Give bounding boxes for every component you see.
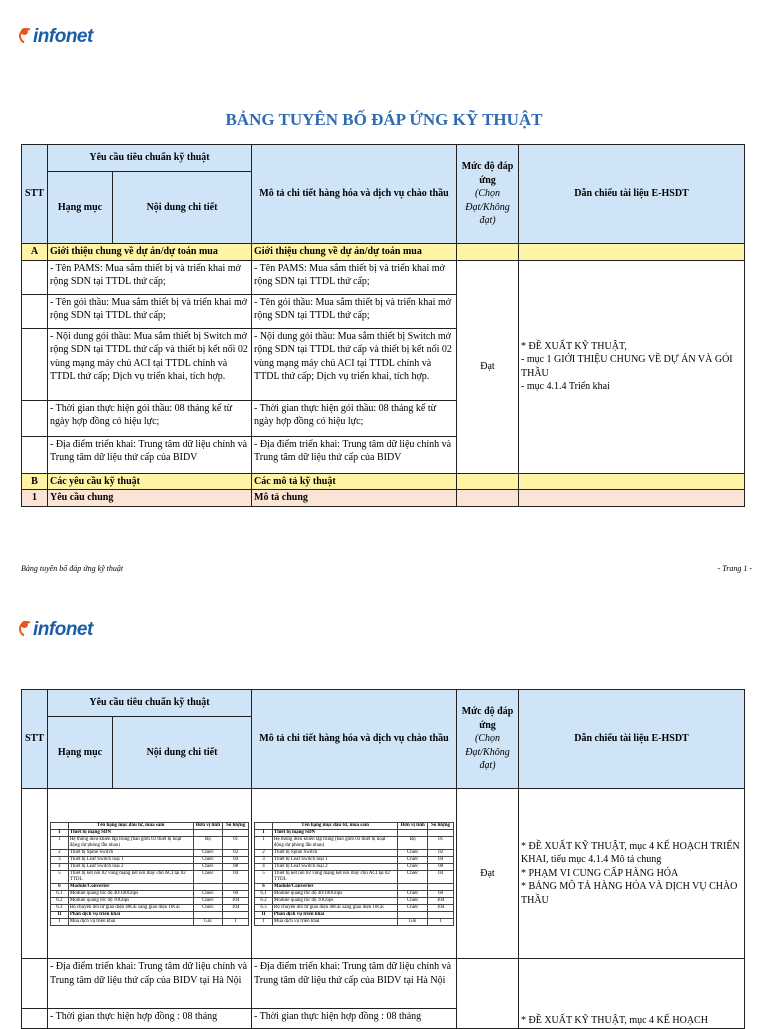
header-description: Mô tả chi tiết hàng hóa và dịch vụ chào thầu (252, 145, 457, 244)
mini-cell-no: I (51, 829, 69, 836)
mini-cell-qty: 04 (223, 870, 249, 883)
mini-cell-qty: 04 (428, 870, 454, 883)
mini-cell-qty: 60 (223, 890, 249, 897)
mini-cell-name: Thiết bị kết nối 02 vùng mạng kết nối máy chủ ACI tại 02 TTDL (272, 870, 397, 883)
mini-table-row (51, 856, 249, 863)
reference-line: * ĐỀ XUẤT KỸ THUẬT, mục 4 KẾ HOẠCH TRIỂN KHAI, tiểu mục 4.1.4 Mô tả chung (521, 840, 740, 866)
mini-cell-name: Hệ thống điều khiển tập trung (bao gồm 03 thiết bị hoạt động dự phòng lẫn nhau) (272, 836, 397, 849)
mini-table-row (255, 904, 454, 911)
mini-cell-unit: Chiếc (193, 856, 223, 863)
mini-table-row (51, 911, 249, 918)
row-description: - Địa điểm triển khai: Trung tâm dữ liệu chính và Trung tâm dữ liệu thứ cấp của BIDV tại Hà Nội (252, 959, 457, 1009)
mini-cell-unit (193, 911, 223, 918)
row-requirement: - Địa điểm triển khai: Trung tâm dữ liệu chính và Trung tâm dữ liệu thứ cấp của BIDV tại Hà Nội (48, 959, 252, 1009)
mini-cell-name: Mua dịch vụ triển khai (68, 918, 193, 925)
mini-table-body (255, 829, 454, 925)
mini-cell-qty: 04 (223, 856, 249, 863)
section-a-description: Giới thiệu chung về dự án/dự toán mua (252, 244, 457, 261)
compliance-table-page2 (21, 689, 745, 1029)
general-row (22, 490, 745, 507)
logo-text: infonet (33, 26, 93, 47)
mini-cell-unit: Bộ (193, 836, 223, 849)
mini-cell-unit: Chiếc (398, 890, 428, 897)
mini-table-row (51, 849, 249, 856)
mini-cell-unit: Chiếc (398, 897, 428, 904)
row-description: - Tên gói thầu: Mua sắm thiết bị và triển khai mở rộng SDN tại TTDL thứ cấp; (252, 294, 457, 328)
mini-cell-no: II (51, 911, 69, 918)
mini-cell-qty: 08 (428, 863, 454, 870)
infonet-logo (19, 27, 93, 46)
mini-cell-unit (193, 883, 223, 890)
mini-cell-qty: 08 (223, 863, 249, 870)
table-row (22, 789, 745, 959)
mini-cell-no: 5 (51, 870, 69, 883)
row-description: - Tên PAMS: Mua sắm thiết bị và triển khai mở rộng SDN tại TTDL thứ cấp; (252, 260, 457, 294)
mini-cell-qty: 104 (428, 904, 454, 911)
section-a-requirement: Giới thiệu chung về dự án/dự toán mua (48, 244, 252, 261)
mini-cell-qty: 1 (223, 918, 249, 925)
mini-header-unit: Đơn vị tính (193, 822, 223, 829)
mini-table-row (51, 904, 249, 911)
reference-cell (519, 260, 745, 473)
mini-cell-no: 1 (255, 836, 273, 849)
mini-table-row (255, 836, 454, 849)
table-row (22, 260, 745, 294)
header-category: Hạng mục (48, 717, 113, 789)
mini-table-row (51, 897, 249, 904)
row-requirement: - Tên gói thầu: Mua sắm thiết bị và triển khai mở rộng SDN tại TTDL thứ cấp; (48, 294, 252, 328)
mini-cell-name: Thiết bị Spine Switch (68, 849, 193, 856)
mini-cell-name: Hệ thống điều khiển tập trung (bao gồm 03 thiết bị hoạt động dự phòng lẫn nhau) (68, 836, 193, 849)
page-number: - Trang 1 - (717, 564, 752, 573)
mini-cell-unit: Gói (398, 918, 428, 925)
mini-table-row (255, 863, 454, 870)
investment-items-table (50, 822, 249, 926)
mini-header-unit: Đơn vị tính (398, 822, 428, 829)
mini-cell-qty: 104 (223, 904, 249, 911)
mini-cell-qty (428, 911, 454, 918)
mini-table-row (255, 849, 454, 856)
mini-cell-name: Bộ chuyển đổi từ giao diện 40GE sang giao diện 10GE (272, 904, 397, 911)
header-requirement: Yêu cầu tiêu chuẩn kỹ thuật (48, 690, 252, 717)
mini-header-qty: Số lượng (223, 822, 249, 829)
row-description: - Nội dung gói thầu: Mua sắm thiết bị Switch mở rộng SDN tại TTDL thứ cấp và thiết bị kết nối 02 vùng mạng máy chủ ACI tại TTDL chính và TTDL thứ cấp; Dịch vụ triển khai, tích hợp. (252, 328, 457, 400)
mini-cell-unit: Chiếc (193, 863, 223, 870)
general-requirement: Yêu cầu chung (48, 490, 252, 507)
mini-cell-name: Thiết bị Leaf Switch loại 1 (272, 856, 397, 863)
mini-table-row (255, 918, 454, 925)
mini-table-row (255, 856, 454, 863)
mini-table-row (51, 890, 249, 897)
mini-cell-unit (193, 829, 223, 836)
mini-cell-no: 1 (255, 918, 273, 925)
mini-table-cell-right (252, 789, 457, 959)
mini-table-body (51, 829, 249, 925)
investment-items-table (254, 822, 454, 926)
section-b-stt: B (22, 473, 48, 490)
mini-cell-unit (398, 883, 428, 890)
row-requirement: - Nội dung gói thầu: Mua sắm thiết bị Switch mở rộng SDN tại TTDL thứ cấp và thiết bị kết nối 02 vùng mạng máy chủ ACI tại TTDL chính và TTDL thứ cấp; Dịch vụ triển khai, tích hợp. (48, 328, 252, 400)
mini-cell-unit: Chiếc (193, 849, 223, 856)
mini-table-row (255, 883, 454, 890)
section-b-description: Các mô tả kỹ thuật (252, 473, 457, 490)
reference-cell (519, 789, 745, 959)
mini-cell-name: Thiết bị mạng SDN (68, 829, 193, 836)
reference-line: * ĐỀ XUẤT KỸ THUẬT, (521, 340, 627, 352)
mini-cell-qty: 01 (428, 836, 454, 849)
mini-table-row (255, 897, 454, 904)
mini-cell-no: 6 (51, 883, 69, 890)
header-level (457, 145, 519, 244)
mini-table-cell-left (48, 789, 252, 959)
mini-cell-qty (223, 883, 249, 890)
mini-cell-no: 2 (255, 849, 273, 856)
mini-cell-qty (428, 883, 454, 890)
reference-cell: * ĐỀ XUẤT KỸ THUẬT, mục 4 KẾ HOẠCH (519, 959, 745, 1029)
mini-cell-unit: Chiếc (193, 890, 223, 897)
mini-cell-name: Thiết bị Leaf Switch loại 1 (68, 856, 193, 863)
mini-cell-qty: 01 (223, 836, 249, 849)
header-reference: Dẫn chiếu tài liệu E-HSDT (519, 690, 745, 789)
mini-cell-name: Phần dịch vụ triển khai (68, 911, 193, 918)
mini-cell-unit (398, 829, 428, 836)
level-value: Đạt (457, 260, 519, 473)
header-category: Hạng mục (48, 172, 113, 244)
mini-header-name: Tên hạng mục đầu tư, mua sắm (272, 822, 397, 829)
mini-table-row (255, 870, 454, 883)
mini-cell-name: Module quang tốc độ 10Gbps (68, 897, 193, 904)
compliance-table-page1 (21, 144, 745, 507)
header-detail: Nội dung chi tiết (113, 717, 252, 789)
mini-cell-unit: Chiếc (398, 856, 428, 863)
mini-table-row (51, 870, 249, 883)
row-requirement: - Thời gian thực hiện hợp đồng : 08 tháng (48, 1009, 252, 1029)
mini-cell-no: 6.3 (51, 904, 69, 911)
reference-line: * PHẠM VI CUNG CẤP HÀNG HÓA (521, 867, 679, 879)
mini-cell-no: 4 (255, 863, 273, 870)
mini-cell-no: 6 (255, 883, 273, 890)
mini-cell-no: 6.1 (51, 890, 69, 897)
mini-cell-name: Thiết bị kết nối 02 vùng mạng kết nối máy chủ ACI tại 02 TTDL (68, 870, 193, 883)
mini-cell-unit: Chiếc (193, 904, 223, 911)
mini-cell-no: 3 (51, 856, 69, 863)
reference-line: - mục 1 GIỚI THIỆU CHUNG VỀ DỰ ÁN VÀ GÓI THẦU (521, 354, 733, 379)
row-description: - Thời gian thực hiện hợp đồng : 08 tháng (252, 1009, 457, 1029)
mini-table-row (255, 911, 454, 918)
mini-cell-no: 5 (255, 870, 273, 883)
mini-table-row (255, 829, 454, 836)
section-a-row (22, 244, 745, 261)
mini-cell-unit: Chiếc (398, 863, 428, 870)
mini-cell-name: Mua dịch vụ triển khai (272, 918, 397, 925)
mini-cell-name: Module quang tốc độ 40/100Gbps (272, 890, 397, 897)
header-stt: STT (22, 690, 48, 789)
mini-cell-no: I (255, 829, 273, 836)
mini-table-row (51, 836, 249, 849)
level-value: Đạt (457, 789, 519, 959)
mini-cell-unit: Bộ (398, 836, 428, 849)
header-level (457, 690, 519, 789)
mini-cell-unit: Gói (193, 918, 223, 925)
mini-cell-name: Thiết bị Spine Switch (272, 849, 397, 856)
mini-cell-name: Module/Converter (272, 883, 397, 890)
mini-cell-name: Bộ chuyển đổi từ giao diện 40GE sang giao diện 10GE (68, 904, 193, 911)
row-description: - Địa điểm triển khai: Trung tâm dữ liệu chính và Trung tâm dữ liệu thứ cấp của BIDV (252, 436, 457, 473)
mini-cell-no: 4 (51, 863, 69, 870)
mini-table-row (51, 883, 249, 890)
header-stt: STT (22, 145, 48, 244)
header-level-label: Mức độ đáp ứng (461, 706, 514, 731)
mini-cell-qty: 02 (223, 849, 249, 856)
section-a-stt: A (22, 244, 48, 261)
mini-cell-no: 6.1 (255, 890, 273, 897)
section-b-row (22, 473, 745, 490)
mini-cell-qty: 60 (428, 890, 454, 897)
mini-cell-unit: Chiếc (193, 870, 223, 883)
mini-cell-no: 1 (51, 836, 69, 849)
mini-table-row (51, 829, 249, 836)
mini-cell-unit: Chiếc (398, 870, 428, 883)
table-row (22, 959, 745, 1009)
mini-cell-unit (398, 911, 428, 918)
mini-cell-name: Module quang tốc độ 10Gbps (272, 897, 397, 904)
reference-line: - mục 4.1.4 Triển khai (521, 381, 610, 392)
row-requirement: - Địa điểm triển khai: Trung tâm dữ liệu chính và Trung tâm dữ liệu thứ cấp của BIDV (48, 436, 252, 473)
mini-cell-qty: 104 (428, 897, 454, 904)
header-description: Mô tả chi tiết hàng hóa và dịch vụ chào thầu (252, 690, 457, 789)
mini-cell-name: Module quang tốc độ 40/100Gbps (68, 890, 193, 897)
general-stt: 1 (22, 490, 48, 507)
mini-cell-unit: Chiếc (398, 849, 428, 856)
mini-cell-qty (428, 829, 454, 836)
mini-cell-no: 6.2 (255, 897, 273, 904)
header-detail: Nội dung chi tiết (113, 172, 252, 244)
header-reference: Dẫn chiếu tài liệu E-HSDT (519, 145, 745, 244)
mini-cell-name: Thiết bị Leaf Switch loại 2 (272, 863, 397, 870)
mini-cell-no: 3 (255, 856, 273, 863)
header-level-note: (Chọn Đạt/Không đạt) (465, 188, 510, 227)
header-requirement: Yêu cầu tiêu chuẩn kỹ thuật (48, 145, 252, 172)
mini-table-row (255, 890, 454, 897)
logo-mark-icon (19, 621, 33, 639)
mini-cell-qty: 1 (428, 918, 454, 925)
mini-header-qty: Số lượng (428, 822, 454, 829)
mini-cell-qty (223, 829, 249, 836)
mini-cell-name: Module/Converter (68, 883, 193, 890)
mini-cell-no: 1 (51, 918, 69, 925)
reference-line: * BẢNG MÔ TẢ HÀNG HÓA VÀ DỊCH VỤ CHÀO THẦU (521, 881, 738, 906)
mini-table-row (51, 863, 249, 870)
mini-cell-qty: 04 (428, 856, 454, 863)
page-title: BẢNG TUYÊN BỐ ĐÁP ỨNG KỸ THUẬT (225, 110, 543, 129)
mini-cell-unit: Chiếc (398, 904, 428, 911)
mini-cell-qty: 104 (223, 897, 249, 904)
header-level-label: Mức độ đáp ứng (461, 161, 514, 186)
row-requirement: - Tên PAMS: Mua sắm thiết bị và triển khai mở rộng SDN tại TTDL thứ cấp; (48, 260, 252, 294)
logo-mark-icon (19, 28, 33, 46)
footer-title: Bảng tuyên bố đáp ứng kỹ thuật (21, 564, 124, 573)
logo-text: infonet (33, 619, 93, 640)
mini-cell-no: 6.3 (255, 904, 273, 911)
mini-cell-qty (223, 911, 249, 918)
infonet-logo (19, 620, 93, 639)
section-b-requirement: Các yêu cầu kỹ thuật (48, 473, 252, 490)
mini-cell-name: Thiết bị mạng SDN (272, 829, 397, 836)
mini-cell-name: Phần dịch vụ triển khai (272, 911, 397, 918)
mini-cell-no: 2 (51, 849, 69, 856)
general-description: Mô tả chung (252, 490, 457, 507)
row-requirement: - Thời gian thực hiện gói thầu: 08 tháng kể từ ngày hợp đồng có hiệu lực; (48, 400, 252, 436)
mini-table-row (51, 918, 249, 925)
mini-cell-no: 6.2 (51, 897, 69, 904)
mini-cell-qty: 02 (428, 849, 454, 856)
mini-cell-unit: Chiếc (193, 897, 223, 904)
mini-header-name: Tên hạng mục đầu tư, mua sắm (68, 822, 193, 829)
header-level-note: (Chọn Đạt/Không đạt) (465, 733, 510, 772)
mini-cell-name: Thiết bị Leaf Switch loại 2 (68, 863, 193, 870)
mini-cell-no: II (255, 911, 273, 918)
row-description: - Thời gian thực hiện gói thầu: 08 tháng kể từ ngày hợp đồng có hiệu lực; (252, 400, 457, 436)
